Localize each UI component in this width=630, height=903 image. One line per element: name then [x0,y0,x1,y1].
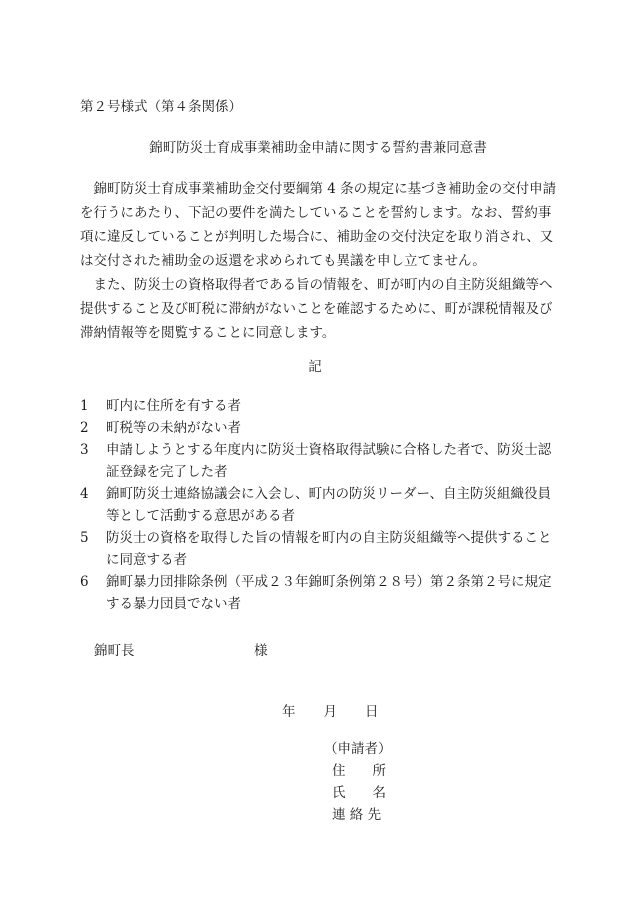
item-text: 錦町暴力団排除条例（平成２３年錦町条例第２８号）第２条第２号に規定する暴力団員でない者 [106,574,552,612]
item-text: 防災士の資格を取得した旨の情報を町内の自主防災組織等へ提供することに同意する者 [106,530,552,568]
date-year: 年 [282,704,296,720]
item-text: 錦町防災士連絡協議会に入会し、町内の防災リーダー、自主防災組織役員等として活動する意思がある者 [106,486,551,524]
form-number: 第２号様式（第４条関係） [80,99,242,115]
item-text: 申請しようとする年度内に防災士資格取得試験に合格した者で、防災士認証登録を完了した者 [106,442,552,480]
date-day: 日 [365,704,379,720]
requirements-list [80,395,560,615]
item-text: 町税等の未納がない者 [106,420,241,436]
applicant-address-label: 住 所 [332,763,386,779]
list-item [80,571,560,615]
ki-heading: 記 [308,359,322,375]
item-number: 1 [80,398,89,414]
item-number: 6 [80,574,89,590]
addressee-name: 錦町長 [94,643,135,659]
pledge-paragraph: 錦町防災士育成事業補助金交付要綱第 4 条の規定に基づき補助金の交付申請を行うにあたり、下記の要件を満たしていることを誓約します。なお、誓約事項に違反していることが判明した場合に、補助金の交付決定を取り消され、又は交付された補助金の返還を求められても異議を申し立てません。 [80,181,557,269]
item-number: 2 [80,420,89,436]
applicant-contact-label: 連 絡 先 [332,807,382,823]
date-line [282,700,379,720]
list-item [80,527,560,571]
date-month: 月 [323,704,337,720]
applicant-block [324,738,392,826]
addressee-suffix: 様 [254,643,268,659]
document-title: 錦町防災士育成事業補助金申請に関する誓約書兼同意書 [149,140,487,156]
addressee [94,639,294,659]
item-number: 5 [80,530,89,546]
applicant-name-label: 氏 名 [332,785,386,801]
list-item [80,395,560,417]
applicant-heading: （申請者） [324,741,392,757]
list-item [80,417,560,439]
item-number: 4 [80,486,89,502]
consent-paragraph: また、防災士の資格取得者である旨の情報を、町が町内の自主防災組織等へ提供すること及び町税に滞納がないことを確認するために、町が課税情報及び滞納情報等を閲覧することに同意します。 [80,277,553,341]
list-item [80,483,560,527]
pledge-text [80,177,560,345]
list-item [80,439,560,483]
item-text: 町内に住所を有する者 [106,398,241,414]
item-number: 3 [80,442,89,458]
